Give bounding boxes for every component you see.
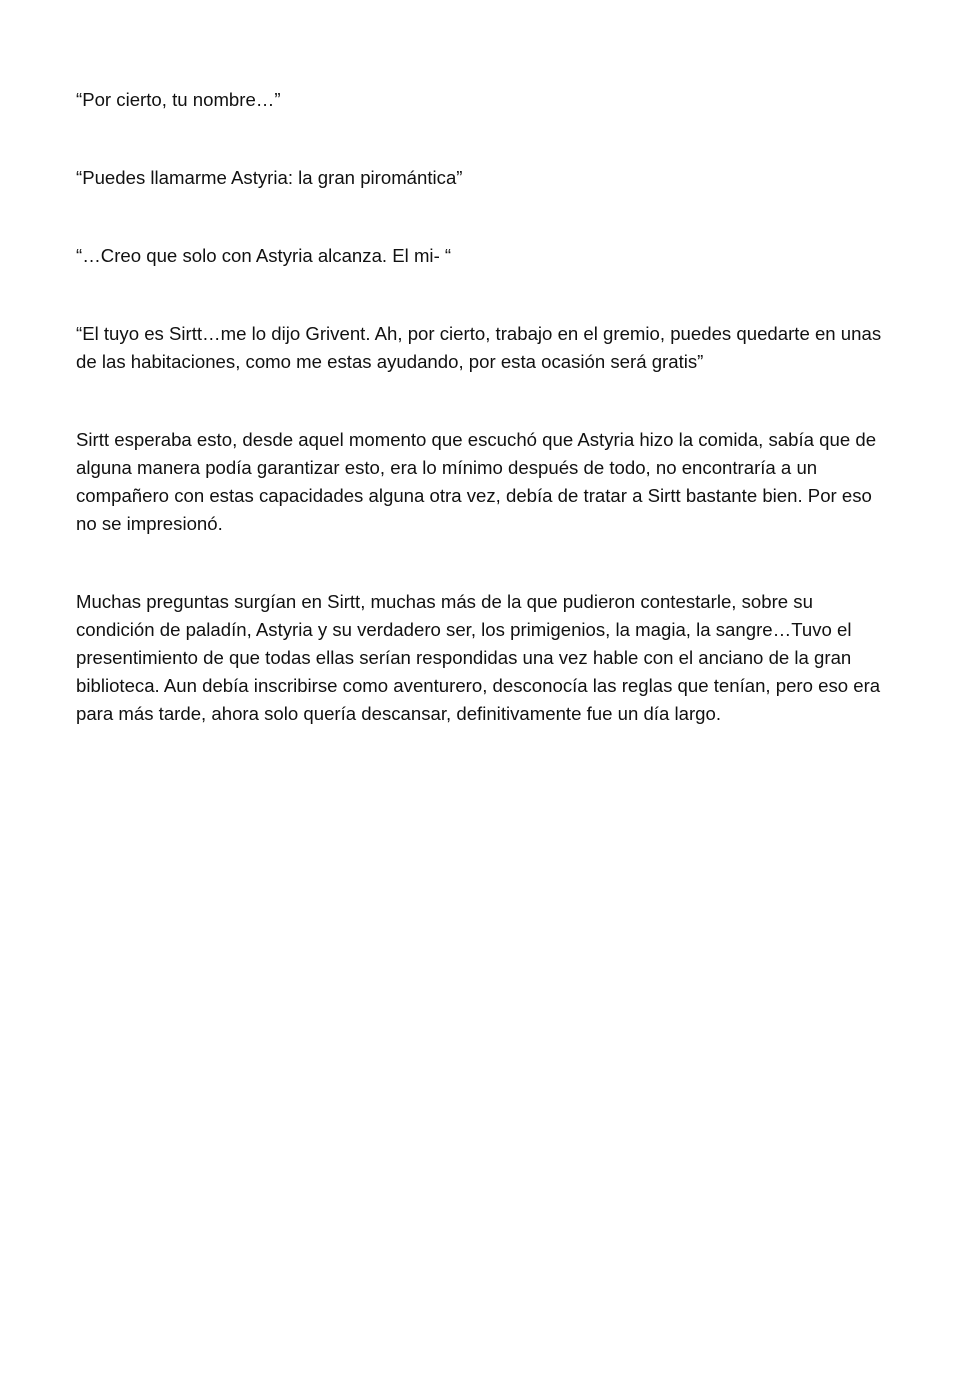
paragraph-6: Muchas preguntas surgían en Sirtt, muchas más de la que pudieron contestarle, sobre su condición de paladín, Astyria y su verdadero ser, los primigenios, la magia, la sangre…Tuvo el presentimiento de que todas ellas serían respondidas una vez hable con el anciano de la gran biblioteca. Aun debía inscribirse como aventurero, desconocía las reglas que tenían, pero eso era para más tarde, ahora solo quería descansar, definitivamente fue un día largo. (76, 591, 881, 724)
paragraph-4: “El tuyo es Sirtt…me lo dijo Grivent. Ah, por cierto, trabajo en el gremio, puedes quedarte en unas de las habitaciones, como me estas ayudando, por esta ocasión será gratis” (76, 323, 882, 372)
paragraph-3: “…Creo que solo con Astyria alcanza. El mi- “ (76, 245, 452, 266)
document-body (76, 86, 896, 728)
paragraph-2: “Puedes llamarme Astyria: la gran piromántica” (76, 167, 463, 188)
paragraph-1: “Por cierto, tu nombre…” (76, 89, 281, 110)
paragraph-5: Sirtt esperaba esto, desde aquel momento que escuchó que Astyria hizo la comida, sabía que de alguna manera podía garantizar esto, era lo mínimo después de todo, no encontraría a un compañero con estas capacidades alguna otra vez, debía de tratar a Sirtt bastante bien. Por eso no se impresionó. (76, 429, 877, 534)
